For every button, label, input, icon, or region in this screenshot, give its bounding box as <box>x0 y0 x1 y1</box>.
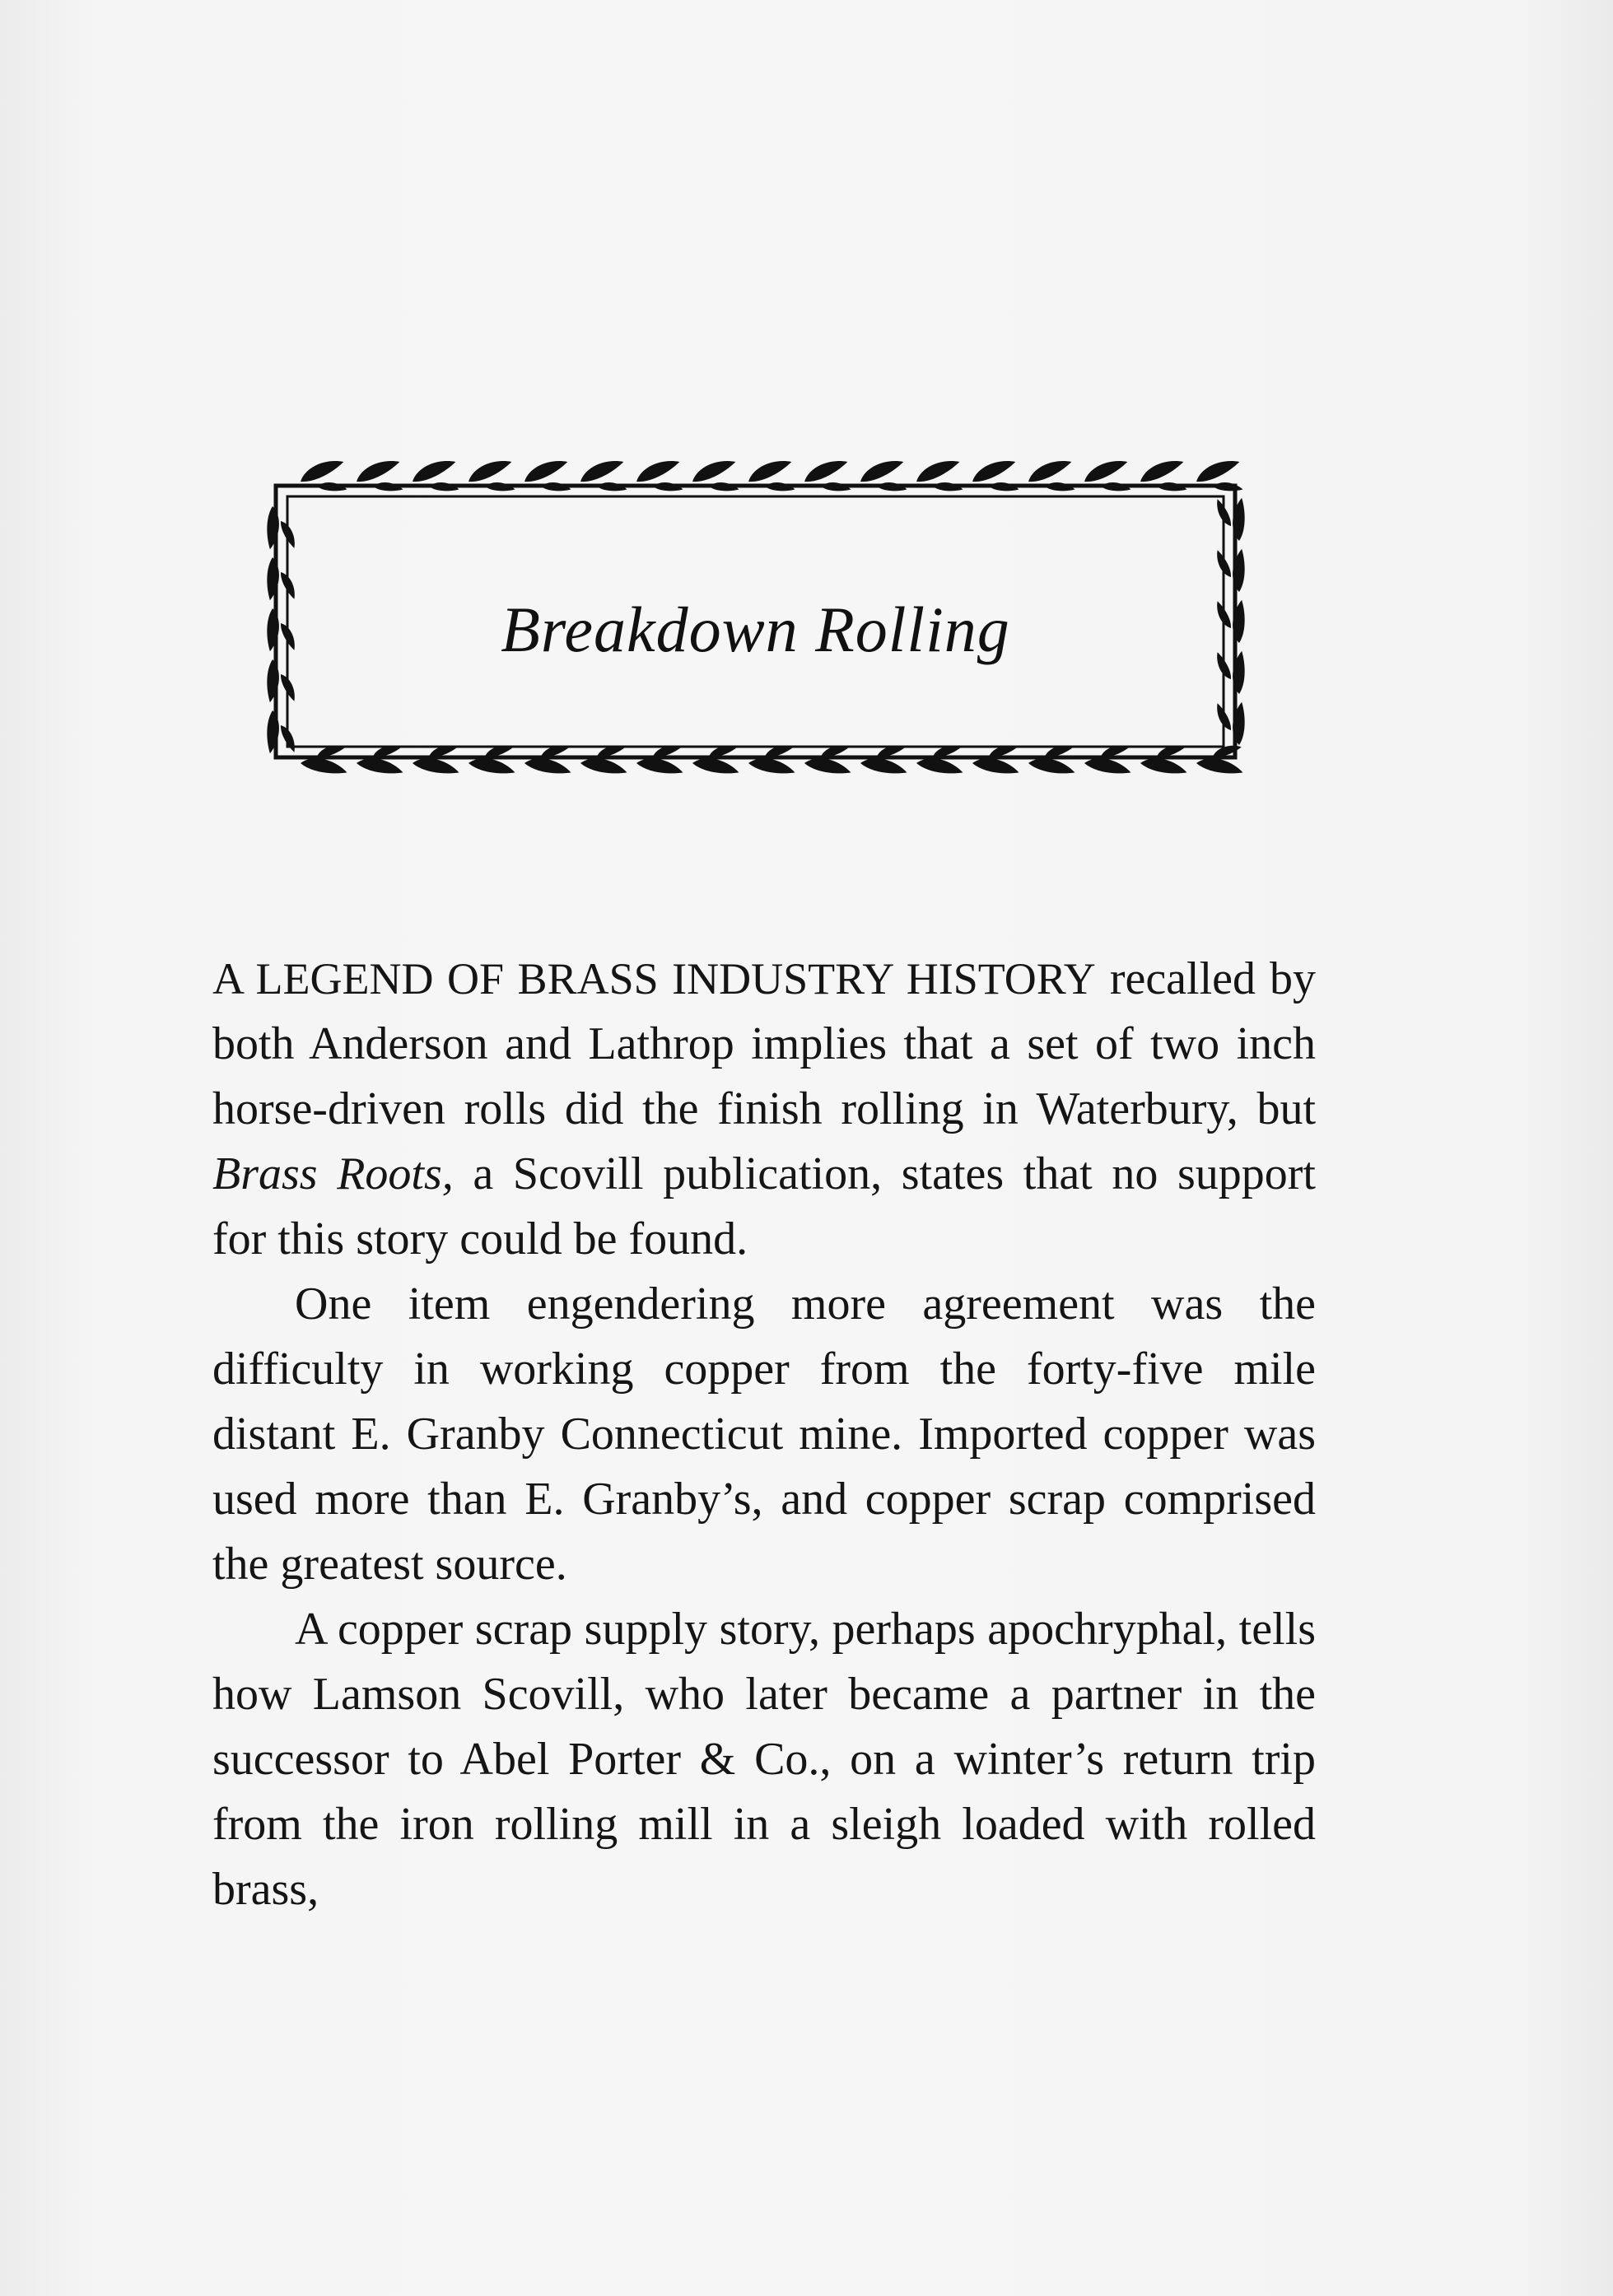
title-cartouche <box>243 449 1268 794</box>
paragraph-1 <box>212 947 1316 1272</box>
paragraph-3: A copper scrap supply story, perhaps apochryphal, tells how Lamson Scovill, who later became a partner in the successor to Abel Porter & Co., on a winter’s return trip from the iron rolling mill in a sleigh loaded with rolled brass, <box>212 1604 1316 1915</box>
book-title-brass-roots: Brass Roots, <box>212 1148 454 1199</box>
paragraph-1-lead: A LEGEND OF BRASS INDUSTRY HISTORY <box>212 954 1096 1004</box>
paragraph-2: One item engendering more agreement was the difficulty in working copper from the forty-five mile distant E. Granby Connecticut mine. Imported copper was used more than E. Granby’s, and copper scrap comprised the greatest source. <box>212 1278 1316 1590</box>
body-text <box>212 947 1316 1922</box>
paragraph-1-text-a: recalled by both Anderson and Lathrop implies that a set of two inch horse-driven rolls did the finish rolling in Waterbury, but <box>212 953 1317 1134</box>
paragraph-1-text-b: a Scovill publication, states that no support for this story could be found. <box>212 1148 1316 1264</box>
section-title: Breakdown Rolling <box>501 594 1010 665</box>
